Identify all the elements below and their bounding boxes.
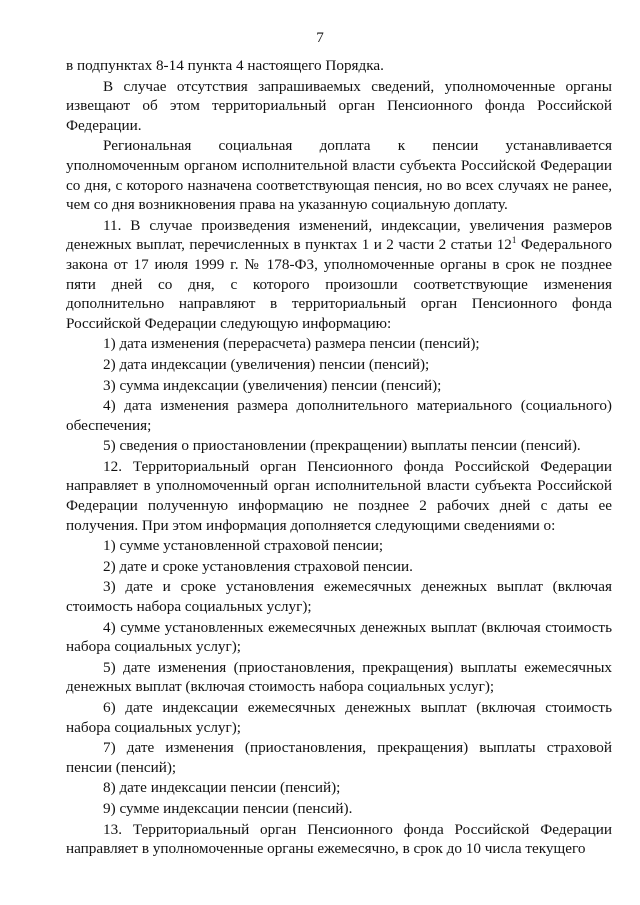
list-item-12-1: 1) сумме установленной страховой пенсии; [103,537,384,555]
list-item-12-8: 8) дате индексации пенсии (пенсий); [103,779,341,797]
page-number: 7 [316,29,324,46]
paragraph-missing-info: В случае отсутствия запрашиваемых сведений, уполномоченные органы извещают об этом территориальный орган Пенсионного фонда Российской Федерации. [66,77,612,134]
list-item-11-4: 4) дата изменения размера дополнительного материального (социального) обеспечения; [66,397,612,434]
paragraph-11-rest: Федерального закона от 17 июля 1999 г. № 178-ФЗ, уполномоченные органы в срок не позднее пяти дней со дня, с которого произошли соответствующие изменения дополнительно направляют в территориальный орган Пенсионного фонда Российской Федерации следующую информацию: [66,236,612,332]
list-item-11-1: 1) дата изменения (перерасчета) размера пенсии (пенсий); [103,335,480,353]
list-item-12-6: 6) дате индексации ежемесячных денежных выплат (включая стоимость набора социальных услуг); [66,699,612,736]
paragraph-11-intro: 11. В случае произведения изменений, индексации, увеличения размеров денежных выплат, перечисленных в пунктах 1 и 2 части 2 статьи 12 [66,216,612,254]
list-item-12-3: 3) дате и сроке установления ежемесячных денежных выплат (включая стоимость набора социальных услуг); [66,578,612,616]
list-item-11-5: 5) сведения о приостановлении (прекращении) выплаты пенсии (пенсий). [103,437,581,455]
list-item-12-5: 5) дате изменения (приостановления, прекращения) выплаты ежемесячных денежных выплат (включая стоимость набора социальных услуг); [66,658,612,696]
document-body [66,56,612,859]
paragraph-regional-supplement: Региональная социальная доплата к пенсии устанавливается уполномоченным органом исполнительной власти субъекта Российской Федерации со дня, с которого назначена соответствующая пенсия, но во всех случаях не ранее, чем со дня возникновения права на указанную социальную доплату. [66,137,612,214]
list-item-12-2: 2) дате и сроке установления страховой пенсии. [103,557,413,575]
list-item-12-9: 9) сумме индексации пенсии (пенсий). [103,799,353,817]
list-item-12-4: 4) сумме установленных ежемесячных денежных выплат (включая стоимость набора социальных услуг); [66,618,612,656]
paragraph-11-superscript: 1 [511,235,517,246]
paragraph-13: 13. Территориальный орган Пенсионного фонда Российской Федерации направляет в уполномоченные органы ежемесячно, в срок до 10 числа текущего [66,820,612,858]
list-item-12-7: 7) дате изменения (приостановления, прекращения) выплаты страховой пенсии (пенсий); [66,739,612,776]
paragraph-12: 12. Территориальный орган Пенсионного фонда Российской Федерации направляет в уполномоченный орган исполнительной власти субъекта Российской Федерации полученную информацию не позднее 2 рабочих дней с даты ее получения. При этом информация дополняется следующими сведениями о: [66,457,612,534]
paragraph-continuation: в подпунктах 8-14 пункта 4 настоящего Порядка. [66,57,384,74]
list-item-11-3: 3) сумма индексации (увеличения) пенсии (пенсий); [103,376,442,394]
paragraph-11 [66,216,612,334]
list-item-11-2: 2) дата индексации (увеличения) пенсии (пенсий); [103,355,430,373]
